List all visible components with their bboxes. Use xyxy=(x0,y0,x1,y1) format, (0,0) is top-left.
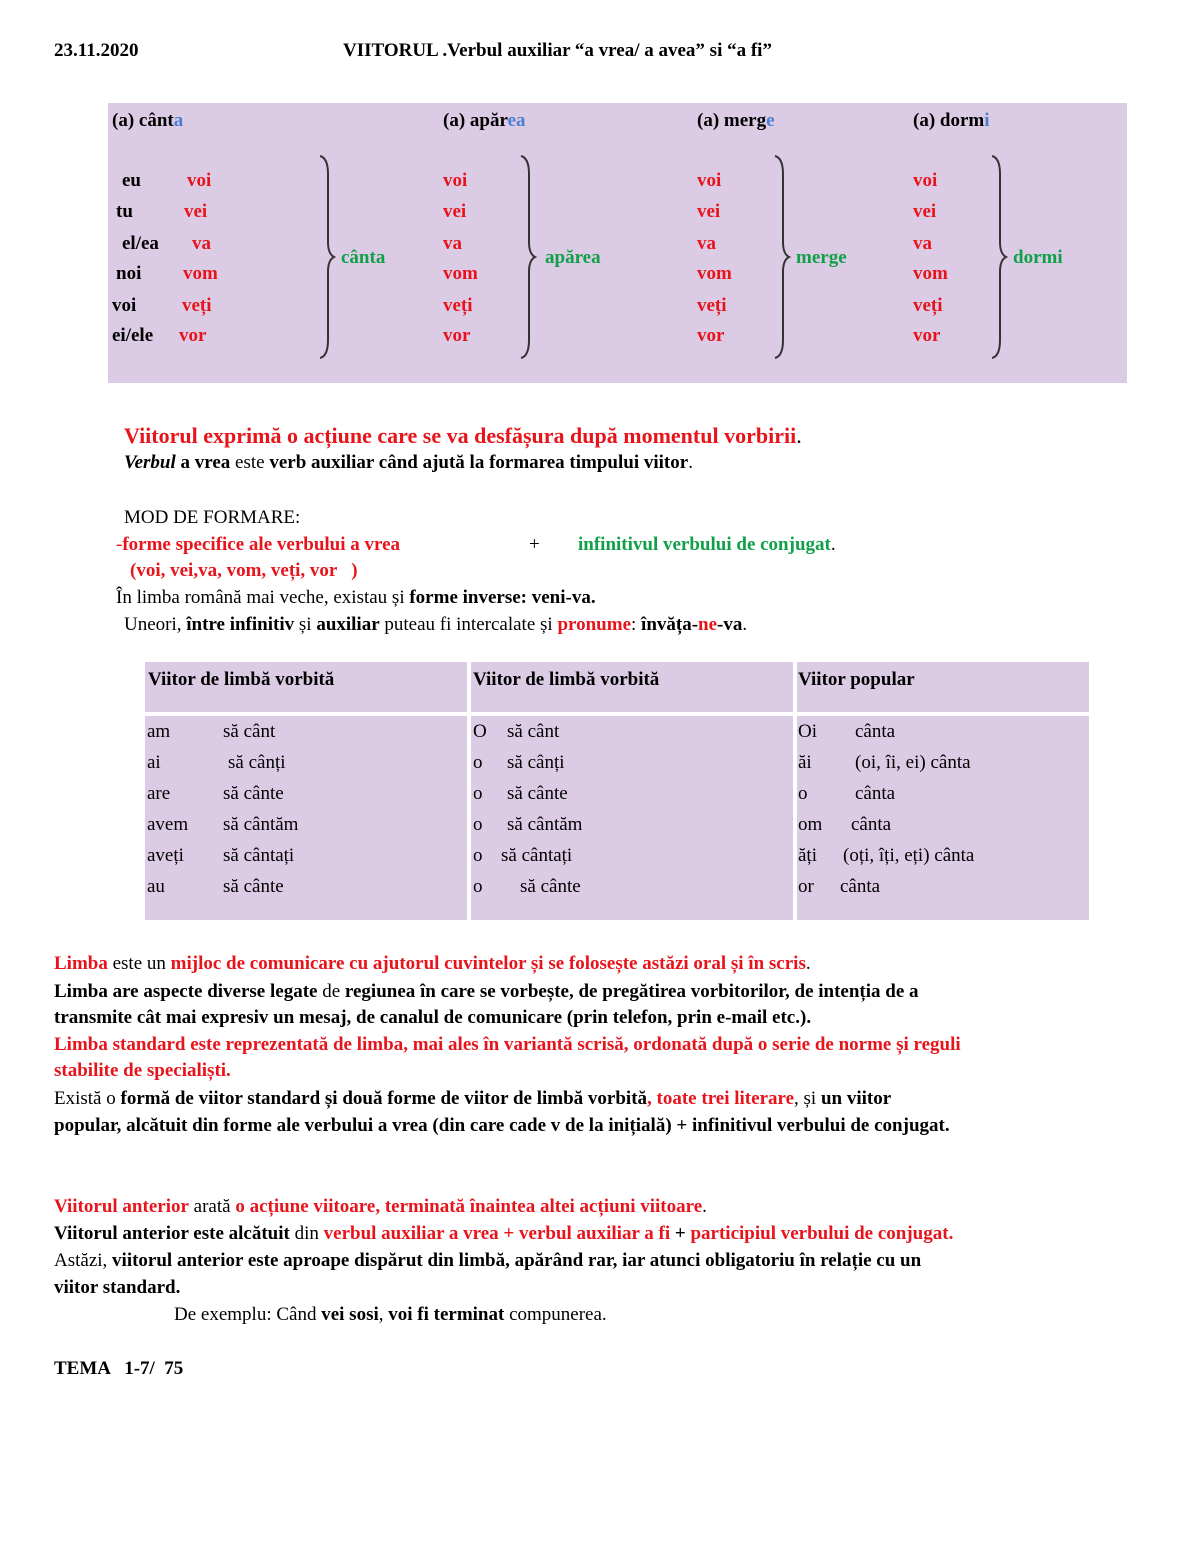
verb-heading-canta: (a) cânta xyxy=(112,110,184,131)
table-cell: or xyxy=(798,876,814,897)
table-header: Viitor popular xyxy=(798,669,915,690)
aux-voi: voi xyxy=(697,170,722,191)
aux-va: va xyxy=(697,233,716,254)
anterior-usage-line1: Astăzi, viitorul anterior este aproape dispărut din limbă, apărând rar, iar atunci obligatoriu în relație cu un xyxy=(54,1250,922,1271)
table-cell: să cânte xyxy=(223,783,284,804)
homework: TEMA 1-7/ 75 xyxy=(54,1358,184,1379)
standard-language-line1: Limba standard este reprezentată de limba, mai ales în variantă scrisă, ordonată după o serie de norme și reguli xyxy=(54,1034,961,1055)
formation-intercalation: Uneori, între infinitiv și auxiliar puteau fi intercalate și pronume: învăța-ne-va. xyxy=(124,614,748,635)
aux-veti: veți xyxy=(182,295,212,316)
aux-veti: veți xyxy=(913,295,943,316)
aux-va: va xyxy=(443,233,462,254)
anterior-usage-line2: viitor standard. xyxy=(54,1277,181,1298)
aux-vom: vom xyxy=(443,263,478,284)
right-brace-icon xyxy=(773,154,791,360)
infinitive-dormi: dormi xyxy=(1013,247,1063,268)
spoken-future-table xyxy=(143,660,1091,922)
aux-va: va xyxy=(192,233,211,254)
table-header: Viitor de limbă vorbită xyxy=(148,669,335,690)
future-forms-line2: popular, alcătuit din forme ale verbului a vrea (din care cade v de la inițială) + infinitivul verbului de conjugat. xyxy=(54,1115,950,1136)
aux-vei: vei xyxy=(697,201,721,222)
formation-old-forms: În limba română mai veche, existau și forme inverse: veni-va. xyxy=(116,587,596,608)
aux-vor: vor xyxy=(179,325,207,346)
standard-language-line2: stabilite de specialiști. xyxy=(54,1060,231,1081)
aux-vei: vei xyxy=(913,201,937,222)
table-cell: ai xyxy=(147,752,161,773)
table-cell: o xyxy=(473,814,483,835)
page-title: VIITORUL .Verbul auxiliar “a vrea/ a avea” si “a fi” xyxy=(343,40,772,61)
table-cell: cânta xyxy=(855,783,896,804)
table-cell: am xyxy=(147,721,171,742)
aux-voi: voi xyxy=(187,170,212,191)
table-cell: o xyxy=(473,876,483,897)
aux-vor: vor xyxy=(697,325,725,346)
pronoun-eu: eu xyxy=(122,170,141,191)
table-cell: (oți, îți, eți) cânta xyxy=(843,845,975,866)
table-cell: avem xyxy=(147,814,189,835)
table-cell: o xyxy=(473,752,483,773)
language-definition: Limba este un mijloc de comunicare cu ajutorul cuvintelor și se folosește astăzi oral și în scris. xyxy=(54,953,811,974)
formation-plus: + xyxy=(529,534,540,555)
definition-main: Viitorul exprimă o acțiune care se va desfășura după momentul vorbirii. xyxy=(124,423,802,448)
anterior-definition: Viitorul anterior arată o acțiune viitoare, terminată înaintea altei acțiuni viitoare. xyxy=(54,1196,707,1217)
table-cell: o xyxy=(798,783,808,804)
table-cell: o xyxy=(473,783,483,804)
table-cell: cânta xyxy=(840,876,881,897)
table-cell: cânta xyxy=(855,721,896,742)
table-cell: să cântați xyxy=(501,845,573,866)
table-cell: să cânți xyxy=(228,752,286,773)
table-cell: să cântăm xyxy=(223,814,299,835)
future-forms-line1: Există o formă de viitor standard și două forme de viitor de limbă vorbită, toate trei literare, și un viitor xyxy=(54,1088,892,1109)
aux-vom: vom xyxy=(697,263,732,284)
table-cell: să cânți xyxy=(507,752,565,773)
anterior-example: De exemplu: Când vei sosi, voi fi terminat compunerea. xyxy=(174,1304,607,1325)
language-aspects-line1: Limba are aspecte diverse legate de regiunea în care se vorbește, de pregătirea vorbitorilor, de intenția de a xyxy=(54,981,919,1002)
verb-heading-dormi: (a) dormi xyxy=(913,110,990,131)
table-header: Viitor de limbă vorbită xyxy=(473,669,660,690)
aux-vei: vei xyxy=(443,201,467,222)
aux-va: va xyxy=(913,233,932,254)
infinitive-merge: merge xyxy=(796,247,847,268)
pronoun-noi: noi xyxy=(116,263,142,284)
table-cell: să cânt xyxy=(507,721,560,742)
infinitive-canta: cânta xyxy=(341,247,386,268)
infinitive-aparea: apărea xyxy=(545,247,601,268)
table-cell: om xyxy=(798,814,823,835)
table-cell: să cântăm xyxy=(507,814,583,835)
anterior-formation: Viitorul anterior este alcătuit din verbul auxiliar a vrea + verbul auxiliar a fi + participiul verbului de conjugat. xyxy=(54,1223,954,1244)
table-cell: aveți xyxy=(147,845,184,866)
aux-veti: veți xyxy=(697,295,727,316)
aux-vom: vom xyxy=(183,263,218,284)
table-cell: o xyxy=(473,845,483,866)
table-cell: Oi xyxy=(798,721,817,742)
language-aspects-line2: transmite cât mai expresiv un mesaj, de canalul de comunicare (prin telefon, prin e-mail etc.). xyxy=(54,1007,812,1028)
right-brace-icon xyxy=(990,154,1008,360)
formation-forms-list: (voi, vei,va, vom, veți, vor ) xyxy=(130,560,358,581)
verb-heading-merge: (a) merge xyxy=(697,110,775,131)
right-brace-icon xyxy=(519,154,537,360)
aux-voi: voi xyxy=(443,170,468,191)
verb-heading-aparea: (a) apărea xyxy=(443,110,526,131)
table-body-cell xyxy=(145,716,467,920)
pronoun-ei-ele: ei/ele xyxy=(112,325,154,346)
conjugation-table xyxy=(108,103,1127,383)
table-cell: au xyxy=(147,876,165,897)
table-cell: (oi, îi, ei) cânta xyxy=(855,752,971,773)
formation-infinitive: infinitivul verbului de conjugat. xyxy=(578,534,836,555)
pronoun-voi: voi xyxy=(112,295,137,316)
formation-heading: MOD DE FORMARE: xyxy=(124,507,301,528)
table-cell: ăți xyxy=(798,845,817,866)
aux-veti: veți xyxy=(443,295,473,316)
aux-voi: voi xyxy=(913,170,938,191)
aux-vei: vei xyxy=(184,201,208,222)
table-cell: să cânte xyxy=(520,876,581,897)
table-cell: să cânte xyxy=(507,783,568,804)
date: 23.11.2020 xyxy=(54,40,139,61)
aux-vor: vor xyxy=(443,325,471,346)
table-cell: are xyxy=(147,783,171,804)
table-cell: cânta xyxy=(851,814,892,835)
aux-vom: vom xyxy=(913,263,948,284)
table-cell: să cânte xyxy=(223,876,284,897)
pronoun-tu: tu xyxy=(116,201,133,222)
table-cell: ăi xyxy=(798,752,812,773)
right-brace-icon xyxy=(318,154,336,360)
table-cell: să cântați xyxy=(223,845,295,866)
table-cell: O xyxy=(473,721,487,742)
formation-rule: -forme specifice ale verbului a vrea xyxy=(116,534,401,555)
aux-vor: vor xyxy=(913,325,941,346)
definition-auxiliary: Verbul a vrea este verb auxiliar când ajută la formarea timpului viitor. xyxy=(124,452,693,473)
pronoun-el-ea: el/ea xyxy=(122,233,159,254)
table-cell: să cânt xyxy=(223,721,276,742)
